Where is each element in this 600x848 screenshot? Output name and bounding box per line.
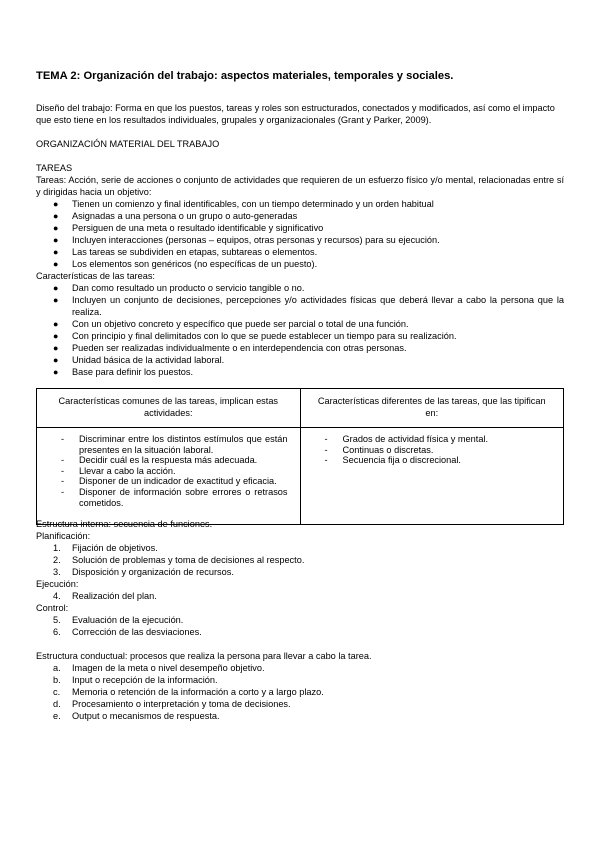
conductual-list (36, 662, 564, 722)
list-item: 1. Fijación de objetivos. (53, 543, 158, 553)
list-item: ● Pueden ser realizadas individualmente o en interdependencia con otras personas. (53, 343, 407, 353)
list-item: ● Unidad básica de la actividad laboral. (53, 355, 225, 365)
list-item: ● Con principio y final delimitados con lo que se puede establecer un tiempo para su realización. (53, 331, 457, 341)
characteristics-table (36, 388, 564, 525)
list-item: ● Dan como resultado un producto o servicio tangible o no. (53, 283, 305, 293)
list-item: ● Tienen un comienzo y final identificables, con un tiempo determinado y un orden habitual (53, 199, 434, 209)
caracteristicas-heading: Características de las tareas: (36, 271, 155, 281)
section-heading: ORGANIZACIÓN MATERIAL DEL TRABAJO (36, 139, 220, 149)
estructura-interna: Estructura interna: secuencia de funciones. (36, 519, 213, 529)
caracteristicas-bullet-list (36, 282, 564, 378)
list-item: ● Base para definir los puestos. (53, 367, 194, 377)
list-item: ● Persiguen de una meta o resultado identificable y significativo (53, 223, 324, 233)
list-item: ● Incluyen un conjunto de decisiones, percepciones y/o actividades físicas que deberá llevar a cabo la persona que la realiza. (53, 295, 564, 317)
list-item: a. Imagen de la meta o nivel desempeño objetivo. (53, 663, 265, 673)
list-item: ● Con un objetivo concreto y específico que puede ser parcial o total de una función. (53, 319, 409, 329)
list-item: - Continuas o discretas. (324, 444, 434, 455)
list-item: - Secuencia fija o discrecional. (324, 455, 461, 466)
table-cell-comunes (37, 428, 301, 525)
list-item: c. Memoria o retención de la información a corto y a largo plazo. (53, 687, 324, 697)
list-item: - Grados de actividad física y mental. (324, 434, 489, 444)
page-title: TEMA 2: Organización del trabajo: aspectos materiales, temporales y sociales. (36, 70, 454, 82)
list-item: ● Las tareas se subdividen en etapas, subtareas o elementos. (53, 247, 318, 257)
list-item: 4. Realización del plan. (53, 591, 157, 601)
ejecucion-list (36, 590, 564, 602)
estructura-conductual: Estructura conductual: procesos que realiza la persona para llevar a cabo la tarea. (36, 651, 372, 661)
tareas-heading: TAREAS (36, 163, 73, 173)
list-item: 5. Evaluación de la ejecución. (53, 615, 184, 625)
list-item: - Discriminar entre los distintos estímulos que están presentes en la situación laboral. (61, 434, 288, 455)
list-item: - Decidir cuál es la respuesta más adecuada. (61, 455, 258, 466)
intro-paragraph: Diseño del trabajo: Forma en que los puestos, tareas y roles son estructurados, conectados y modificados, así como el impacto que esto tiene en los resultados individuales, grupales y organizacionales (Grant y Parker, 2009). (36, 103, 555, 125)
list-item: ● Los elementos son genéricos (no específicas de un puesto). (53, 259, 318, 269)
planificacion-list (36, 542, 564, 578)
control-label: Control: (36, 603, 69, 613)
list-item: 2. Solución de problemas y toma de decisiones al respecto. (53, 555, 305, 565)
list-item: d. Procesamiento o interpretación y toma de decisiones. (53, 699, 291, 709)
table-header-diferentes: Características diferentes de las tareas, que las tipifican en: (300, 389, 564, 428)
table-cell-diferentes (300, 428, 564, 525)
list-item: - Disponer de información sobre errores o retrasos cometidos. (61, 486, 288, 508)
list-item: ● Incluyen interacciones (personas – equipos, otras personas y recursos) para su ejecución. (53, 235, 440, 245)
ejecucion-label: Ejecución: (36, 579, 79, 589)
tareas-bullet-list (36, 198, 564, 270)
list-item: b. Input o recepción de la información. (53, 675, 218, 685)
table-header-comunes: Características comunes de las tareas, implican estas actividades: (37, 389, 301, 428)
list-item: 3. Disposición y organización de recursos. (53, 567, 234, 577)
tareas-definition: Tareas: Acción, serie de acciones o conjunto de actividades que requieren de un esfuerzo físico y/o mental, relacionadas entre sí y dirigidas hacia un objetivo: (36, 175, 564, 197)
list-item: e. Output o mecanismos de respuesta. (53, 711, 220, 721)
list-item: ● Asignadas a una persona o un grupo o auto-generadas (53, 211, 298, 221)
list-item: - Llevar a cabo la acción. (61, 465, 176, 476)
list-item: 6. Corrección de las desviaciones. (53, 627, 202, 637)
list-item: - Disponer de un indicador de exactitud y eficacia. (61, 476, 277, 487)
planificacion-label: Planificación: (36, 531, 91, 541)
control-list (36, 614, 564, 638)
